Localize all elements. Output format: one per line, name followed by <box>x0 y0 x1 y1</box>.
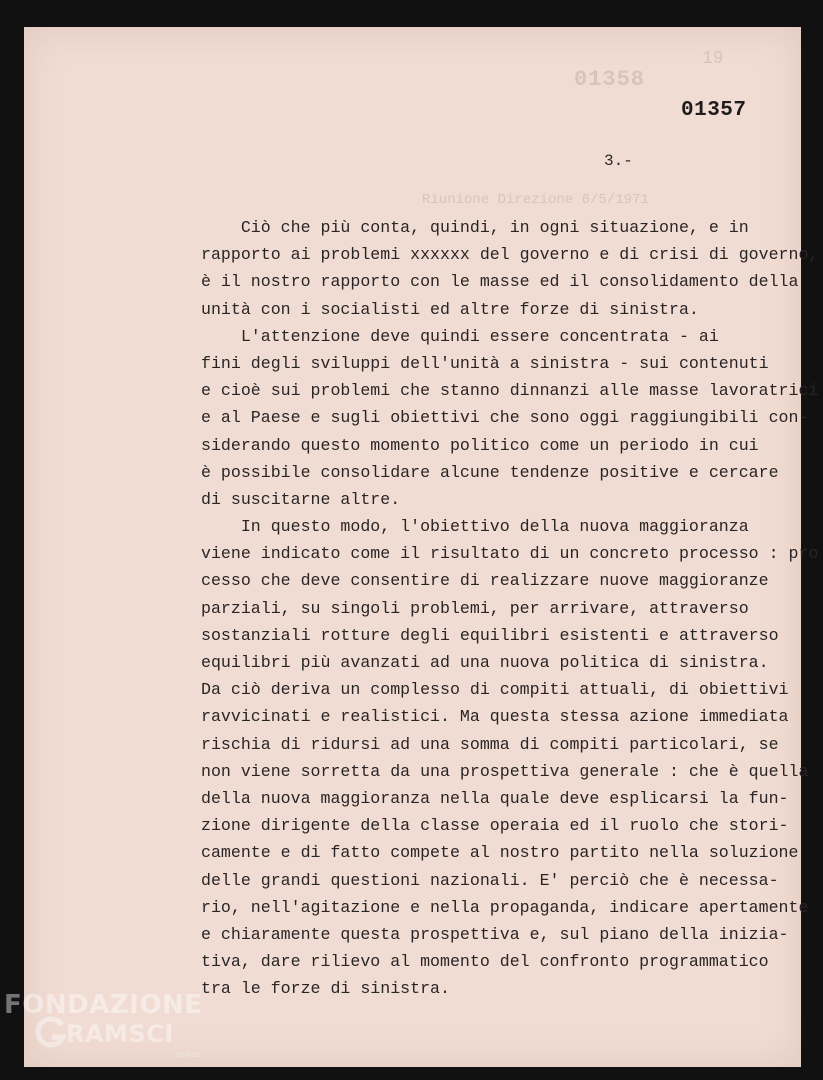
text-line: tiva, dare rilievo al momento del confronto programmatico <box>201 952 769 972</box>
text-line: tra le forze di sinistra. <box>201 979 450 999</box>
text-line: fini degli sviluppi dell'unità a sinistra - sui contenuti <box>201 353 769 373</box>
typed-body-text <box>201 214 819 1002</box>
text-line: sostanziali rotture degli equilibri esistenti e attraverso <box>201 625 779 645</box>
page-number: 3.- <box>604 152 633 170</box>
watermark-line1: FONDAZIONE <box>4 990 203 1020</box>
text-line: della nuova maggioranza nella quale deve esplicarsi la fun- <box>201 788 789 808</box>
text-line: rischia di ridursi ad una somma di compiti particolari, se <box>201 734 779 754</box>
text-line: non viene sorretta da una prospettiva generale : che è quella <box>201 761 809 781</box>
text-line: delle grandi questioni nazionali. E' perciò che è necessa- <box>201 870 779 890</box>
watermark-line2: RAMSCI <box>66 1020 174 1048</box>
text-line: ravvicinati e realistici. Ma questa stessa azione immediata <box>201 707 789 727</box>
text-line: cesso che deve consentire di realizzare nuove maggioranze <box>201 571 769 591</box>
text-line: unità con i socialisti ed altre forze di sinistra. <box>201 299 699 319</box>
text-line: In questo modo, l'obiettivo della nuova maggioranza <box>201 517 749 537</box>
gramsci-g-logo-icon <box>34 1016 68 1050</box>
text-line: è il nostro rapporto con le masse ed il consolidamento della <box>201 272 799 292</box>
show-through-heading: Riunione Direzione 6/5/1971 <box>422 192 649 208</box>
text-line: viene indicato come il risultato di un concreto processo : pro <box>201 544 819 564</box>
text-line: parziali, su singoli problemi, per arrivare, attraverso <box>201 598 749 618</box>
text-line: Ciò che più conta, quindi, in ogni situazione, e in <box>201 218 749 237</box>
text-line: e al Paese e sugli obiettivi che sono oggi raggiungibili con- <box>201 408 809 428</box>
watermark-onlus: onlus <box>176 1050 201 1060</box>
text-line: rapporto ai problemi xxxxxx del governo e di crisi di governo, <box>201 245 819 265</box>
fondazione-gramsci-watermark <box>4 990 214 1075</box>
text-line: rio, nell'agitazione e nella propaganda, indicare apertamente <box>201 897 809 917</box>
text-line: è possibile consolidare alcune tendenze positive e cercare <box>201 462 779 482</box>
text-line: equilibri più avanzati ad una nuova politica di sinistra. <box>201 653 769 672</box>
text-line: L'attenzione deve quindi essere concentrata - ai <box>201 326 719 346</box>
document-page <box>24 27 819 1067</box>
text-line: Da ciò deriva un complesso di compiti attuali, di obiettivi <box>201 680 789 700</box>
archive-number: 01357 <box>681 99 747 122</box>
text-line: di suscitarne altre. <box>201 489 401 509</box>
show-through-page-number: 19 <box>702 49 724 69</box>
text-line: zione dirigente della classe operaia ed il ruolo che stori- <box>201 816 789 836</box>
text-line: e chiaramente questa prospettiva e, sul piano della inizia- <box>201 924 789 944</box>
text-line: camente e di fatto compete al nostro partito nella soluzione <box>201 843 799 863</box>
text-line: e cioè sui problemi che stanno dinnanzi alle masse lavoratrici <box>201 381 819 401</box>
text-line: siderando questo momento politico come un periodo in cui <box>201 435 759 455</box>
show-through-archive-number: 01358 <box>574 67 646 92</box>
